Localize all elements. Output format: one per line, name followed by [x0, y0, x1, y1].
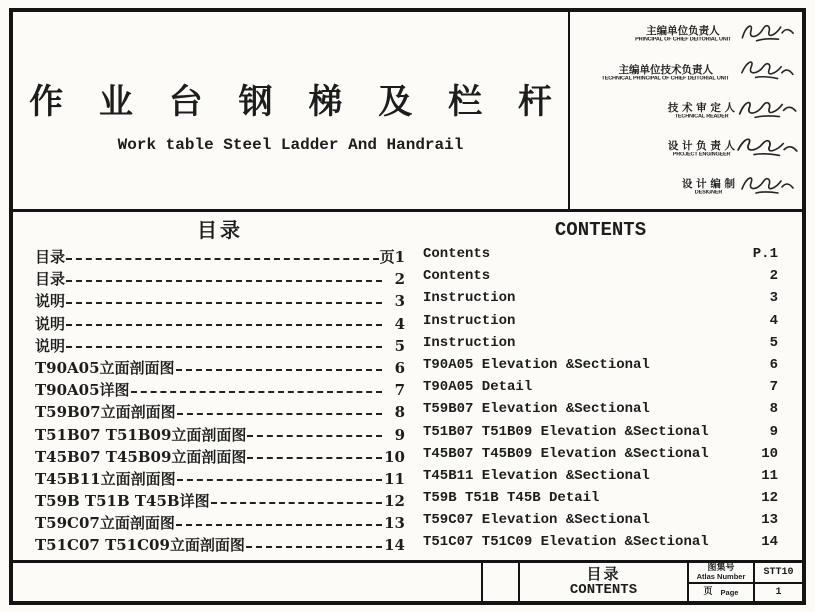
toc-entry-label: T90A05 Detail	[423, 379, 533, 396]
signature-role-english: DESIGNER	[694, 190, 723, 196]
footer-title-english: CONTENTS	[569, 581, 638, 598]
leader-line	[247, 457, 382, 459]
toc-row	[35, 335, 405, 357]
signature-role-chinese: 技 术 审 定 人	[667, 101, 735, 114]
toc-page-number: 8	[394, 403, 405, 422]
toc-page-number: 11	[384, 469, 405, 488]
signature-role-labels	[682, 179, 735, 196]
signature-role-chinese: 主编单位负责人	[646, 25, 720, 38]
toc-list-english	[423, 246, 778, 557]
toc-entry-label: Contents	[423, 246, 491, 262]
toc-page-number: 14	[761, 534, 778, 551]
leader-line	[177, 413, 382, 415]
footer-title-chinese: 目录	[586, 565, 621, 584]
handwritten-signature-icon	[737, 55, 796, 86]
leader-line	[66, 324, 382, 326]
toc-entry-label: T59B T51B T45B Detail	[423, 490, 600, 507]
toc-row	[35, 268, 405, 290]
leader-line	[177, 479, 382, 481]
toc-entry-label: 说明	[35, 292, 66, 311]
toc-entry-label: Instruction	[423, 334, 516, 351]
toc-row	[423, 401, 778, 423]
signature-row	[574, 177, 796, 199]
toc-row	[35, 290, 405, 312]
signature-role-labels	[631, 26, 735, 43]
toc-page-number: 4	[769, 312, 778, 329]
toc-entry-label: T51C07 T51C09 Elevation &Sectional	[423, 534, 709, 551]
toc-page-number: 10	[384, 447, 405, 466]
toc-page-number: 13	[384, 514, 405, 533]
signature-row	[574, 24, 796, 46]
signature-row	[574, 62, 796, 84]
toc-row	[423, 468, 778, 490]
toc-entry-label: T51C07 T51C09立面剖面图	[35, 536, 245, 555]
toc-entry-label: T45B07 T45B09 Elevation &Sectional	[423, 445, 709, 462]
contents-section	[13, 212, 802, 560]
leader-line	[66, 258, 379, 260]
toc-header-english: CONTENTS	[554, 219, 647, 241]
leader-line	[131, 391, 382, 393]
toc-page-number: 7	[394, 381, 405, 400]
toc-row	[35, 446, 405, 468]
footer-sheet-title	[518, 563, 687, 601]
toc-entry-label: T59C07 Elevation &Sectional	[423, 512, 650, 529]
toc-row	[35, 424, 405, 446]
toc-entry-label: T90A05 Elevation &Sectional	[423, 356, 650, 373]
toc-page-number: 14	[384, 536, 405, 555]
toc-page-number: P.1	[752, 246, 778, 262]
leader-line	[66, 302, 382, 304]
toc-row	[423, 268, 778, 290]
page-title-chinese: 作 业 台 钢 梯 及 栏 杆	[29, 81, 564, 122]
toc-entry-label: T45B11立面剖面图	[35, 469, 176, 488]
toc-row	[423, 246, 778, 268]
toc-page-number: 3	[769, 290, 778, 307]
toc-page-number: 6	[769, 356, 778, 373]
toc-row	[423, 335, 778, 357]
toc-page-number: 2	[769, 268, 778, 285]
signature-row	[574, 139, 796, 161]
leader-line	[66, 280, 382, 282]
page-frame	[9, 8, 806, 605]
toc-row	[423, 313, 778, 335]
toc-row	[35, 534, 405, 556]
footer-title-bar	[13, 560, 802, 601]
atlas-number-label-english: Atlas Number	[696, 572, 746, 582]
toc-page-number: 11	[761, 467, 778, 484]
toc-entry-label: Contents	[423, 268, 491, 285]
toc-entry-label: Instruction	[423, 290, 516, 307]
toc-list-chinese	[35, 246, 405, 557]
atlas-number-label	[689, 563, 753, 582]
footer-empty-cell	[481, 563, 518, 601]
page-number-value: 1	[753, 582, 802, 601]
page-label-chinese: 页	[703, 587, 713, 597]
leader-line	[246, 546, 382, 548]
toc-entry-label: T59C07立面剖面图	[35, 514, 175, 533]
toc-row	[35, 468, 405, 490]
page-title-english: Work table Steel Ladder And Handrail	[117, 135, 464, 154]
toc-page-number: 9	[769, 423, 778, 440]
signature-role-labels	[596, 65, 735, 82]
toc-page-number: 8	[769, 401, 778, 418]
leader-line	[66, 346, 382, 348]
toc-column-chinese	[13, 217, 405, 560]
toc-entry-label: 说明	[35, 336, 66, 355]
page-label	[689, 582, 753, 601]
signature-block	[570, 12, 802, 209]
toc-page-number: 10	[761, 445, 778, 462]
toc-page-number: 12	[384, 492, 405, 511]
toc-row	[423, 446, 778, 468]
signature-row	[574, 101, 796, 123]
toc-page-number: 3	[394, 292, 405, 311]
toc-entry-label: T59B07 Elevation &Sectional	[423, 401, 650, 418]
signature-role-english: TECHNICAL PRINCIPAL OF CHIEF DEITORIAL UNIT	[602, 75, 730, 82]
signature-role-chinese: 设 计 编 制	[682, 178, 735, 191]
toc-entry-label: T51B07 T51B09立面剖面图	[35, 425, 247, 444]
toc-row	[35, 490, 405, 512]
toc-entry-label: T90A05详图	[35, 381, 130, 400]
toc-row	[423, 379, 778, 401]
toc-row	[423, 290, 778, 312]
atlas-number-value: STT10	[753, 563, 802, 582]
toc-page-number: 4	[394, 314, 405, 333]
toc-entry-label: T59B T51B T45B详图	[35, 492, 210, 511]
toc-row	[423, 490, 778, 512]
toc-entry-label: Instruction	[423, 312, 516, 329]
toc-row	[423, 424, 778, 446]
toc-header-chinese: 目录	[197, 218, 243, 242]
leader-line	[247, 435, 382, 437]
footer-atlas-block	[687, 563, 802, 601]
title-block	[13, 12, 570, 209]
toc-page-number: 2	[394, 270, 405, 289]
toc-page-number: 6	[394, 358, 405, 377]
toc-page-number: 13	[761, 512, 778, 529]
footer-empty-cell	[13, 563, 481, 601]
toc-row	[35, 401, 405, 423]
leader-line	[211, 502, 382, 504]
toc-row	[423, 357, 778, 379]
toc-entry-label: T51B07 T51B09 Elevation &Sectional	[423, 423, 709, 440]
toc-page-number: 9	[394, 425, 405, 444]
toc-page-number: 页1	[379, 248, 405, 266]
signature-role-chinese: 主编单位技术负责人	[618, 63, 713, 76]
handwritten-signature-icon	[733, 132, 801, 162]
signature-role-english: TECHNICAL READER	[674, 113, 729, 120]
handwritten-signature-icon	[737, 16, 797, 48]
page-label-english: Page	[720, 587, 739, 597]
toc-page-number: 12	[761, 490, 778, 507]
header-section	[13, 12, 802, 212]
toc-row	[35, 379, 405, 401]
signature-role-chinese: 设 计 负 责 人	[667, 140, 735, 153]
toc-page-number: 5	[394, 336, 405, 355]
toc-entry-label: T90A05立面剖面图	[35, 358, 175, 377]
toc-row	[423, 534, 778, 556]
handwritten-signature-icon	[738, 171, 796, 199]
toc-entry-label: T59B07立面剖面图	[35, 403, 176, 422]
toc-entry-label: 目录	[35, 248, 66, 266]
toc-entry-label: 说明	[35, 314, 66, 333]
signature-role-english: PRINCIPAL OF CHIEF DEITORIAL UNIT	[634, 37, 731, 43]
leader-line	[176, 369, 382, 371]
signature-role-english: PROJECT ENGINGEER	[672, 152, 731, 158]
handwritten-signature-icon	[735, 93, 800, 123]
toc-page-number: 5	[769, 334, 778, 351]
toc-row	[423, 512, 778, 534]
toc-row	[35, 246, 405, 268]
toc-row	[35, 512, 405, 534]
toc-page-number: 7	[769, 379, 778, 396]
leader-line	[176, 524, 382, 526]
toc-entry-label: 目录	[35, 270, 66, 289]
signature-role-labels	[668, 141, 735, 158]
toc-entry-label: T45B07 T45B09立面剖面图	[35, 447, 247, 466]
signature-role-labels	[668, 103, 735, 120]
toc-row	[35, 357, 405, 379]
atlas-number-label-chinese: 图集号	[707, 562, 735, 573]
toc-column-english	[405, 217, 802, 560]
toc-row	[35, 313, 405, 335]
toc-entry-label: T45B11 Elevation &Sectional	[423, 467, 650, 484]
